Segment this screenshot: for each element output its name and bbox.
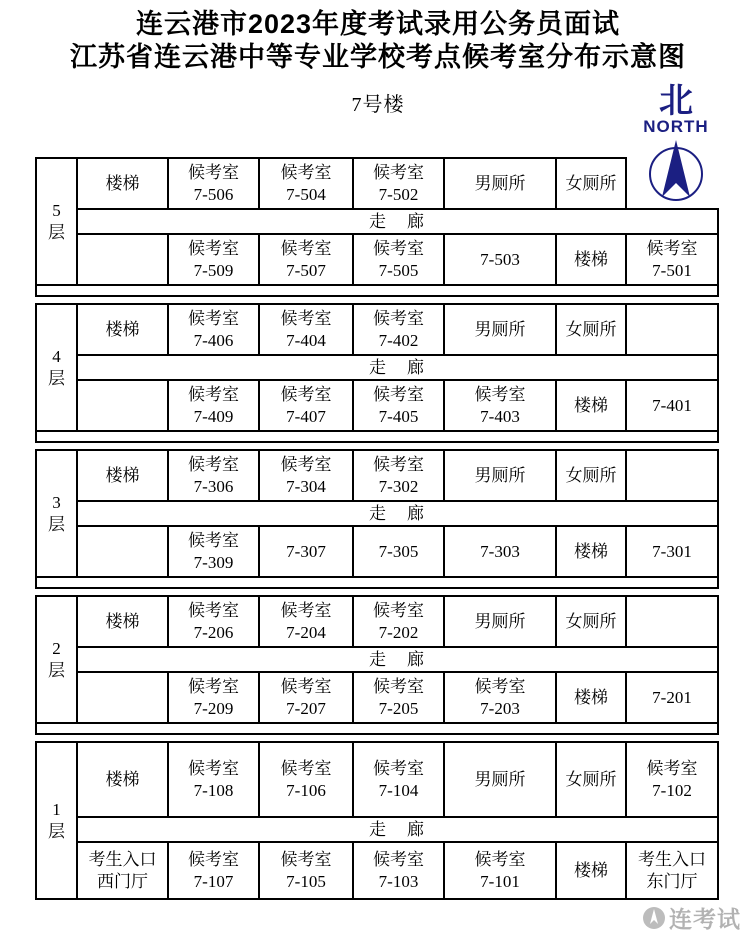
corridor-cell: 走 廊 (77, 209, 718, 234)
watermark-logo-icon (641, 905, 667, 931)
floor-label: 2 层 (36, 596, 77, 723)
waiting-room-cell: 候考室 7-107 (168, 842, 259, 899)
waiting-room-cell: 候考室 7-204 (259, 596, 353, 647)
waiting-room-cell: 候考室 7-205 (353, 672, 444, 723)
waiting-room-cell: 候考室 7-101 (444, 842, 556, 899)
waiting-room-cell: 候考室 7-507 (259, 234, 353, 285)
waiting-room-cell: 候考室 7-505 (353, 234, 444, 285)
waiting-room-cell: 候考室 7-404 (259, 304, 353, 355)
mens-toilet-cell: 男厕所 (444, 742, 556, 817)
corridor-cell: 走 廊 (77, 817, 718, 842)
waiting-room-cell: 候考室 7-102 (626, 742, 718, 817)
stairs-cell: 楼梯 (556, 234, 626, 285)
waiting-room-cell: 候考室 7-506 (168, 158, 259, 209)
mens-toilet-cell: 男厕所 (444, 596, 556, 647)
empty-cell (77, 526, 168, 577)
floor-block-f3 (35, 449, 719, 589)
floor-label: 3 层 (36, 450, 77, 577)
waiting-room-cell: 候考室 7-403 (444, 380, 556, 431)
floor-label: 1 层 (36, 742, 77, 899)
separator-strip (36, 723, 718, 734)
floor-block-f4 (35, 303, 719, 443)
womens-toilet-cell: 女厕所 (556, 450, 626, 501)
room-number-cell: 7-401 (626, 380, 718, 431)
waiting-room-cell: 候考室 7-406 (168, 304, 259, 355)
womens-toilet-cell: 女厕所 (556, 742, 626, 817)
stairs-cell: 楼梯 (77, 304, 168, 355)
room-number-cell: 7-301 (626, 526, 718, 577)
waiting-room-cell: 候考室 7-509 (168, 234, 259, 285)
floors-container (35, 157, 719, 906)
stairs-cell: 楼梯 (77, 596, 168, 647)
womens-toilet-cell: 女厕所 (556, 304, 626, 355)
stairs-cell: 楼梯 (77, 450, 168, 501)
separator-strip (36, 577, 718, 588)
north-cn-label: 北 (659, 82, 693, 120)
stairs-cell: 楼梯 (77, 158, 168, 209)
room-number-cell: 7-307 (259, 526, 353, 577)
floor-label: 5 层 (36, 158, 77, 285)
stairs-cell: 楼梯 (556, 842, 626, 899)
watermark-text: 连考试 (669, 906, 741, 932)
separator-strip (36, 431, 718, 442)
waiting-room-cell: 候考室 7-304 (259, 450, 353, 501)
building-label: 7号楼 (351, 94, 405, 116)
waiting-room-cell: 候考室 7-203 (444, 672, 556, 723)
floor-label: 4 层 (36, 304, 77, 431)
waiting-room-cell: 候考室 7-104 (353, 742, 444, 817)
stairs-cell: 楼梯 (556, 380, 626, 431)
waiting-room-cell: 候考室 7-502 (353, 158, 444, 209)
stairs-cell: 楼梯 (556, 672, 626, 723)
entrance-cell: 考生入口 西门厅 (77, 842, 168, 899)
waiting-room-cell: 候考室 7-209 (168, 672, 259, 723)
separator-strip (36, 285, 718, 296)
room-number-cell: 7-303 (444, 526, 556, 577)
waiting-room-cell: 候考室 7-302 (353, 450, 444, 501)
stairs-cell: 楼梯 (77, 742, 168, 817)
stairs-cell: 楼梯 (556, 526, 626, 577)
room-number-cell: 7-503 (444, 234, 556, 285)
waiting-room-cell: 候考室 7-207 (259, 672, 353, 723)
waiting-room-cell: 候考室 7-501 (626, 234, 718, 285)
floor-block-f1 (35, 741, 719, 900)
waiting-room-cell: 候考室 7-405 (353, 380, 444, 431)
empty-cell (77, 672, 168, 723)
floor-block-f2 (35, 595, 719, 735)
waiting-room-cell: 候考室 7-409 (168, 380, 259, 431)
waiting-room-cell: 候考室 7-309 (168, 526, 259, 577)
mens-toilet-cell: 男厕所 (444, 158, 556, 209)
waiting-room-cell: 候考室 7-306 (168, 450, 259, 501)
entrance-cell: 考生入口 东门厅 (626, 842, 718, 899)
ghost-space (626, 158, 718, 209)
empty-cell (77, 380, 168, 431)
floor-block-f5 (35, 157, 719, 297)
waiting-room-cell: 候考室 7-402 (353, 304, 444, 355)
waiting-room-cell: 候考室 7-103 (353, 842, 444, 899)
empty-cell (77, 234, 168, 285)
title-line-2: 江苏省连云港中等专业学校考点候考室分布示意图 (70, 42, 686, 72)
room-number-cell: 7-201 (626, 672, 718, 723)
waiting-room-cell: 候考室 7-407 (259, 380, 353, 431)
waiting-room-cell: 候考室 7-504 (259, 158, 353, 209)
empty-cell (626, 304, 718, 355)
waiting-room-cell: 候考室 7-105 (259, 842, 353, 899)
empty-cell (626, 450, 718, 501)
womens-toilet-cell: 女厕所 (556, 158, 626, 209)
waiting-room-cell: 候考室 7-202 (353, 596, 444, 647)
title-block (0, 0, 756, 74)
waiting-room-cell: 候考室 7-108 (168, 742, 259, 817)
womens-toilet-cell: 女厕所 (556, 596, 626, 647)
north-en-label: NORTH (643, 117, 709, 136)
mens-toilet-cell: 男厕所 (444, 450, 556, 501)
corridor-cell: 走 廊 (77, 501, 718, 526)
mens-toilet-cell: 男厕所 (444, 304, 556, 355)
title-line-1: 连云港市2023年度考试录用公务员面试 (135, 9, 621, 39)
corridor-cell: 走 廊 (77, 647, 718, 672)
waiting-room-cell: 候考室 7-206 (168, 596, 259, 647)
room-number-cell: 7-305 (353, 526, 444, 577)
corridor-cell: 走 廊 (77, 355, 718, 380)
waiting-room-cell: 候考室 7-106 (259, 742, 353, 817)
empty-cell (626, 596, 718, 647)
